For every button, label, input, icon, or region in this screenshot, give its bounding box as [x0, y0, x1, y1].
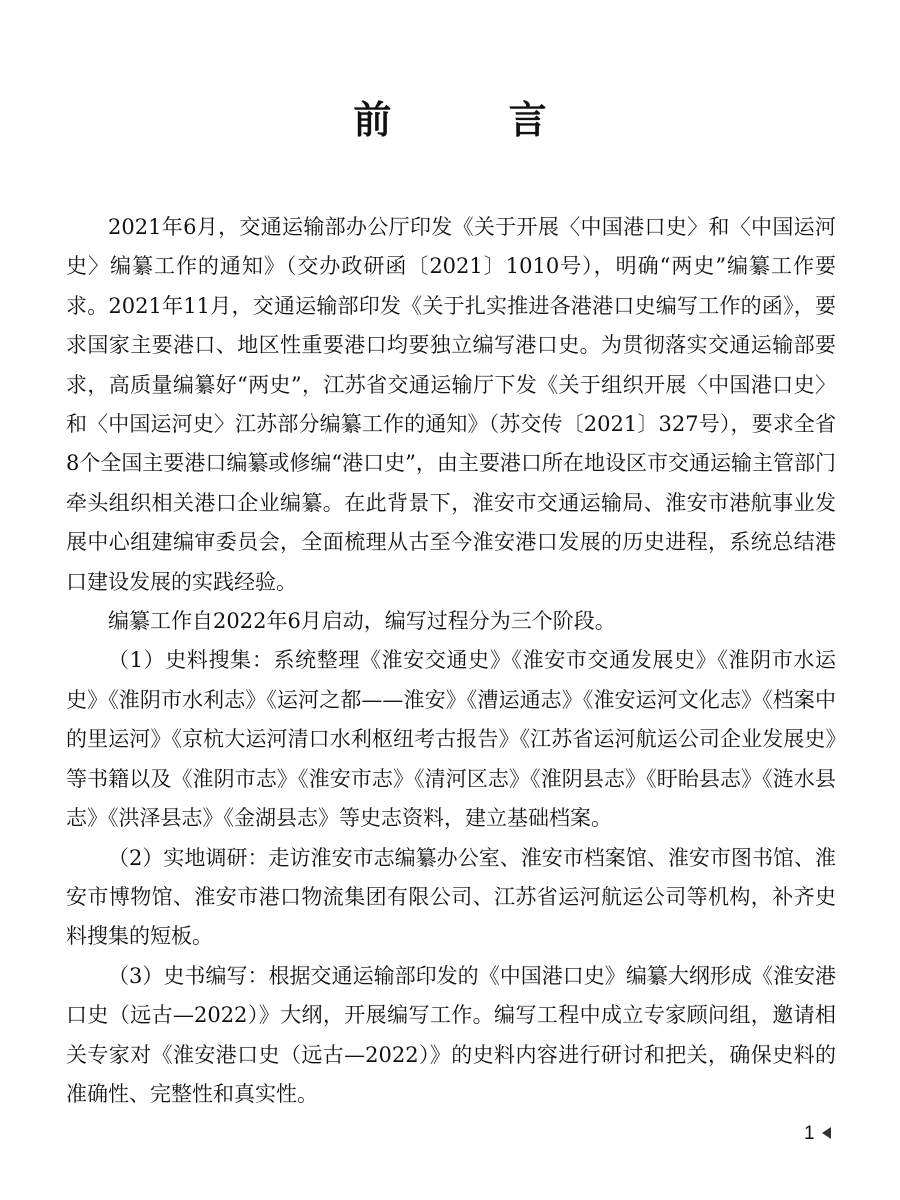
paragraph-stage-2: （2）实地调研：走访淮安市志编纂办公室、淮安市档案馆、淮安市图书馆、淮安市博物馆、淮安市港口物流集团有限公司、江苏省运河航运公司等机构，补齐史料搜集的短板。: [66, 845, 836, 949]
paragraph-timeline: 编纂工作自2022年6月启动，编写过程分为三个阶段。: [108, 609, 616, 634]
page-number: 1: [804, 1123, 815, 1144]
preface-body: [66, 208, 836, 1114]
paragraph-background: 2021年6月，交通运输部办公厅印发《关于开展〈中国港口史〉和〈中国运河史〉编纂工作的通知》（交办政研函〔2021〕1010号），明确“两史”编纂工作要求。2021年11月，交通运输部印发《关于扎实推进各港港口史编写工作的函》，要求国家主要港口、地区性重要港口均要独立编写港口史。为贯彻落实交通运输部要求，高质量编纂好“两史”，江苏省交通运输厅下发《关于组织开展〈中国港口史〉和〈中国运河史〉江苏部分编纂工作的通知》（苏交传〔2021〕327号），要求全省8个全国主要港口编纂或修编“港口史”，由主要港口所在地设区市交通运输主管部门牵头组织相关港口企业编纂。在此背景下，淮安市交通运输局、淮安市港航事业发展中心组建编审委员会，全面梳理从古至今淮安港口发展的历史进程，系统总结港口建设发展的实践经验。: [66, 215, 836, 594]
page-marker-icon: [822, 1127, 831, 1139]
page-title: 前 言: [353, 98, 599, 142]
paragraph-stage-3: （3）史书编写：根据交通运输部印发的《中国港口史》编纂大纲形成《淮安港口史（远古—2022）》大纲，开展编写工作。编写工程中成立专家顾问组，邀请相关专家对《淮安港口史（远古—2022）》的史料内容进行研讨和把关，确保史料的准确性、完整性和真实性。: [66, 963, 836, 1106]
paragraph-stage-1: （1）史料搜集：系统整理《淮安交通史》《淮安市交通发展史》《淮阴市水运史》《淮阴市水利志》《运河之都——淮安》《漕运通志》《淮安运河文化志》《档案中的里运河》《京杭大运河清口水利枢纽考古报告》《江苏省运河航运公司企业发展史》等书籍以及《淮阴市志》《淮安市志》《清河区志》《淮阴县志》《盱眙县志》《涟水县志》《洪泽县志》《金湖县志》等史志资料，建立基础档案。: [66, 648, 836, 831]
